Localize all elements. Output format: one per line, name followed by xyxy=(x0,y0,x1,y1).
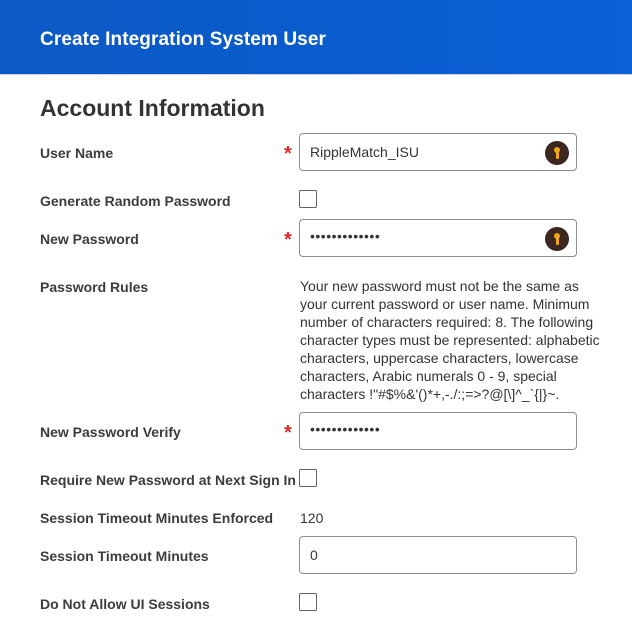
new-password-label: New Password xyxy=(40,231,139,247)
new-password-value: ••••••••••••• xyxy=(310,228,381,244)
session-timeout-minutes-field[interactable] xyxy=(299,536,577,574)
session-timeout-minutes-label: Session Timeout Minutes xyxy=(40,548,209,564)
generate-random-password-label: Generate Random Password xyxy=(40,193,231,209)
password-rules-label: Password Rules xyxy=(40,279,149,295)
do-not-allow-ui-sessions-label: Do Not Allow UI Sessions xyxy=(40,596,210,612)
section-title: Account Information xyxy=(40,95,265,121)
require-new-password-checkbox[interactable] xyxy=(299,469,317,487)
user-name-value: RippleMatch_ISU xyxy=(310,144,419,160)
required-marker: * xyxy=(284,422,292,444)
new-password-verify-value: ••••••••••••• xyxy=(310,421,381,437)
do-not-allow-ui-sessions-checkbox[interactable] xyxy=(299,593,317,611)
key-icon[interactable] xyxy=(545,141,569,165)
key-icon[interactable] xyxy=(545,227,569,251)
require-new-password-label: Require New Password at Next Sign In xyxy=(40,472,296,488)
user-name-field[interactable] xyxy=(299,133,577,171)
page-title: Create Integration System User xyxy=(40,29,326,50)
password-rules-text: Your new password must not be the same as your current password or user name. Minimum number of characters required: 8. The following character types must be represented: alphabetic characters, uppercase characters, lowercase characters, Arabic numerals 0 - 9, special characters !"#$%&'()*+,-./:;=>?@[\]^_`{|}~. xyxy=(300,278,600,402)
required-marker: * xyxy=(284,229,292,251)
session-timeout-enforced-label: Session Timeout Minutes Enforced xyxy=(40,510,274,526)
generate-random-password-checkbox[interactable] xyxy=(299,190,317,208)
required-marker: * xyxy=(284,143,292,165)
new-password-verify-field[interactable] xyxy=(299,412,577,450)
session-timeout-enforced-value: 120 xyxy=(300,510,324,526)
new-password-verify-label: New Password Verify xyxy=(40,424,181,440)
page-header xyxy=(0,0,632,75)
session-timeout-minutes-value: 0 xyxy=(310,547,318,563)
user-name-label: User Name xyxy=(40,145,114,161)
new-password-field[interactable] xyxy=(299,219,577,257)
